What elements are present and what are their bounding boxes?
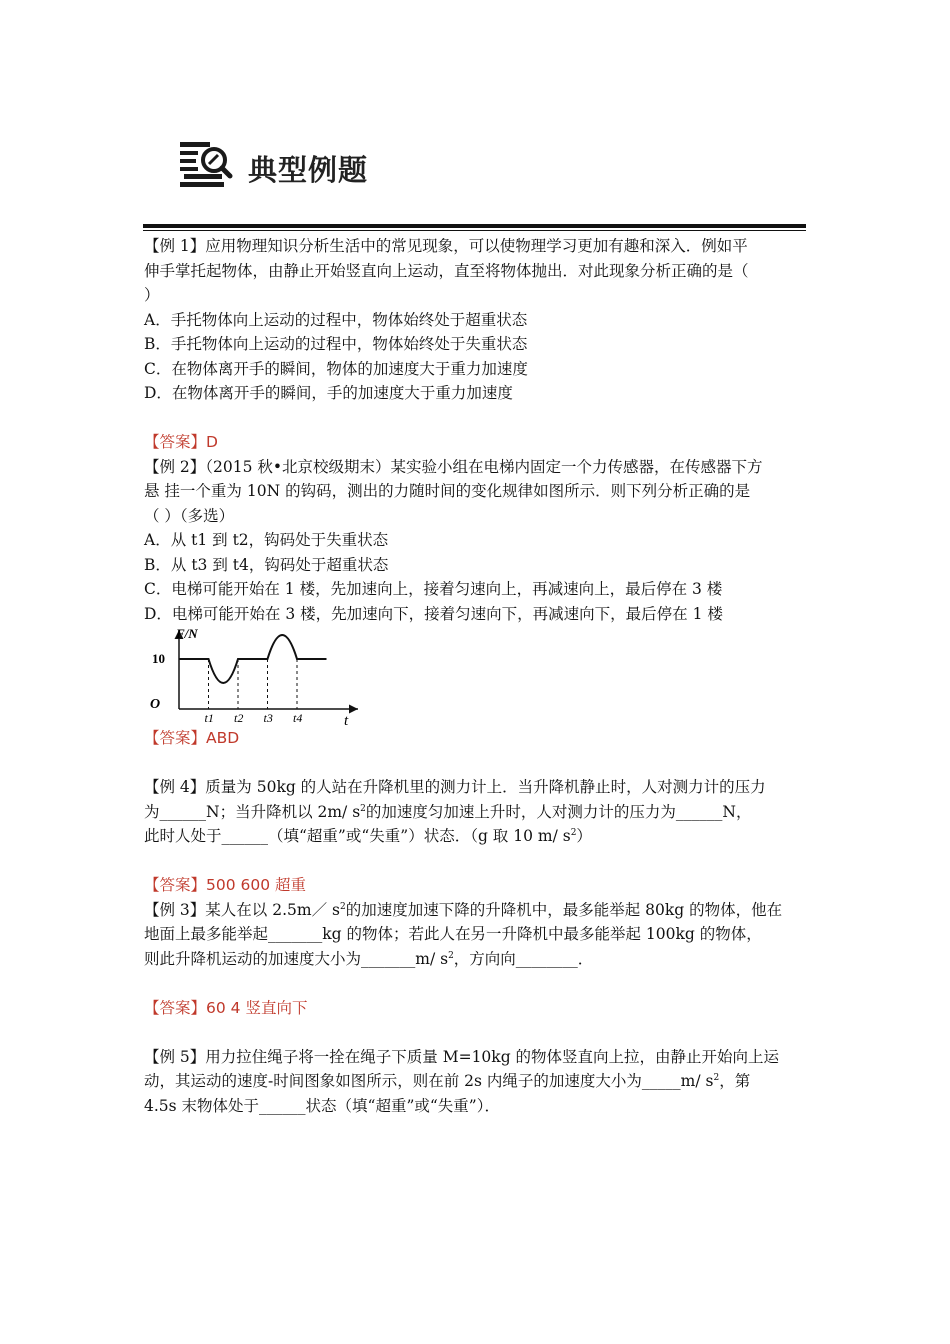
answer-label: 【答案】 <box>144 876 207 894</box>
example-1 <box>144 234 809 406</box>
option-d: D．电梯可能开始在 3 楼，先加速向下，接着匀速向下，再减速向下，最后停在 1 楼 <box>144 604 723 623</box>
x-tick-label: t4 <box>293 711 303 725</box>
x-tick-label: t2 <box>234 711 244 725</box>
question-line: 【例 3】某人在以 2.5m／ $s^2$的加速度加速下降的升降机中，最多能举起 80kg 的物体，他在 <box>144 900 783 919</box>
superscript: 2 <box>339 901 346 912</box>
question-line: 伸手掌托起物体，由静止开始竖直向上运动，直至将物体抛出．对此现象分析正确的是（ <box>144 261 749 280</box>
force-time-chart <box>146 626 376 726</box>
question-line: 地面上最多能举起_______kg 的物体；若此人在另一升降机中最多能举起 100kg 的物体， <box>144 925 762 943</box>
option-b: B．从 t3 到 t4，钩码处于超重状态 <box>144 555 389 574</box>
question-line: 【例 4】质量为 50kg 的人站在升降机里的测力计上．当升降机静止时，人对测力计的压力 <box>144 778 766 796</box>
answer-label: 【答案】 <box>144 998 207 1017</box>
y-tick-label: 10 <box>152 651 165 666</box>
book-magnifier-icon <box>178 140 238 190</box>
question-line: 悬 挂一个重为 10N 的钩码，测出的力随时间的变化规律如图所示．则下列分析正确的是 <box>144 482 751 500</box>
answer-value: 500 600 超重 <box>206 876 307 894</box>
y-axis-label: F/N <box>176 626 198 641</box>
x-tick-label: t3 <box>263 711 273 725</box>
example-4 <box>144 775 809 849</box>
header-divider-thick <box>143 224 806 228</box>
example-5 <box>144 1045 809 1119</box>
section-title: 典型例题 <box>248 153 369 187</box>
x-tick-label: t1 <box>204 711 214 725</box>
question-line: 【例 1】应用物理知识分析生活中的常见现象，可以使物理学习更加有趣和深入．例如平 <box>144 237 748 255</box>
question-line: 动，其运动的速度-时间图象如图所示，则在前 2s 内绳子的加速度大小为_____m/ $s^2$，第 <box>144 1072 751 1090</box>
option-c: C．电梯可能开始在 1 楼，先加速向上，接着匀速向上，再减速向上，最后停在 3 楼 <box>144 580 723 598</box>
option-d: D．在物体离开手的瞬间，手的加速度大于重力加速度 <box>144 384 513 402</box>
force-time-graph <box>144 626 809 726</box>
answer-1 <box>144 430 809 455</box>
answer-label: 【答案】 <box>144 433 207 451</box>
header-divider-thin <box>143 230 806 231</box>
question-line: 4.5s 末物体处于______状态（填“超重”或“失重”）． <box>144 1096 500 1115</box>
answer-3 <box>144 996 809 1021</box>
question-line: 【例 2】（2015 秋•北京校级期末）某实验小组在电梯内固定一个力传感器，在传感器下方 <box>144 457 763 476</box>
answer-4 <box>144 873 809 898</box>
question-line: 此时人处于______（填“超重”或“失重”）状态．（g 取 10 m/ $s^2$） <box>144 827 592 845</box>
question-line: ） <box>144 286 160 304</box>
answer-value: 60 4 竖直向下 <box>206 998 308 1017</box>
option-a: A．从 t1 到 t2，钩码处于失重状态 <box>144 531 389 549</box>
option-b: B．手托物体向上运动的过程中，物体始终处于失重状态 <box>144 335 528 353</box>
example-2 <box>144 455 809 727</box>
question-line: 为______N；当升降机以 2m/ $s^2$的加速度匀加速上升时，人对测力计的压力为______N， <box>144 802 752 821</box>
force-curve <box>179 635 327 683</box>
answer-label: 【答案】 <box>144 729 207 747</box>
x-axis-label: t <box>344 713 349 726</box>
example-3 <box>144 898 809 972</box>
answer-value: D <box>206 433 218 451</box>
superscript: 2 <box>448 950 454 961</box>
origin-label: O <box>150 697 161 712</box>
question-line: （ ）（多选） <box>144 506 235 525</box>
superscript: 2 <box>570 827 577 838</box>
question-line: 【例 5】用力拉住绳子将一拴在绳子下质量 M=10kg 的物体竖直向上拉，由静止开始向上运 <box>144 1047 780 1066</box>
question-line: 则此升降机运动的加速度大小为_______m/ $s^2$，方向向________． <box>144 949 594 968</box>
answer-value: ABD <box>206 729 240 747</box>
superscript: 2 <box>713 1072 720 1083</box>
option-c: C．在物体离开手的瞬间，物体的加速度大于重力加速度 <box>144 359 528 378</box>
superscript: 2 <box>360 803 366 814</box>
answer-2 <box>144 726 809 751</box>
examples-content <box>144 234 809 1118</box>
option-a: A．手托物体向上运动的过程中，物体始终处于超重状态 <box>144 310 528 329</box>
